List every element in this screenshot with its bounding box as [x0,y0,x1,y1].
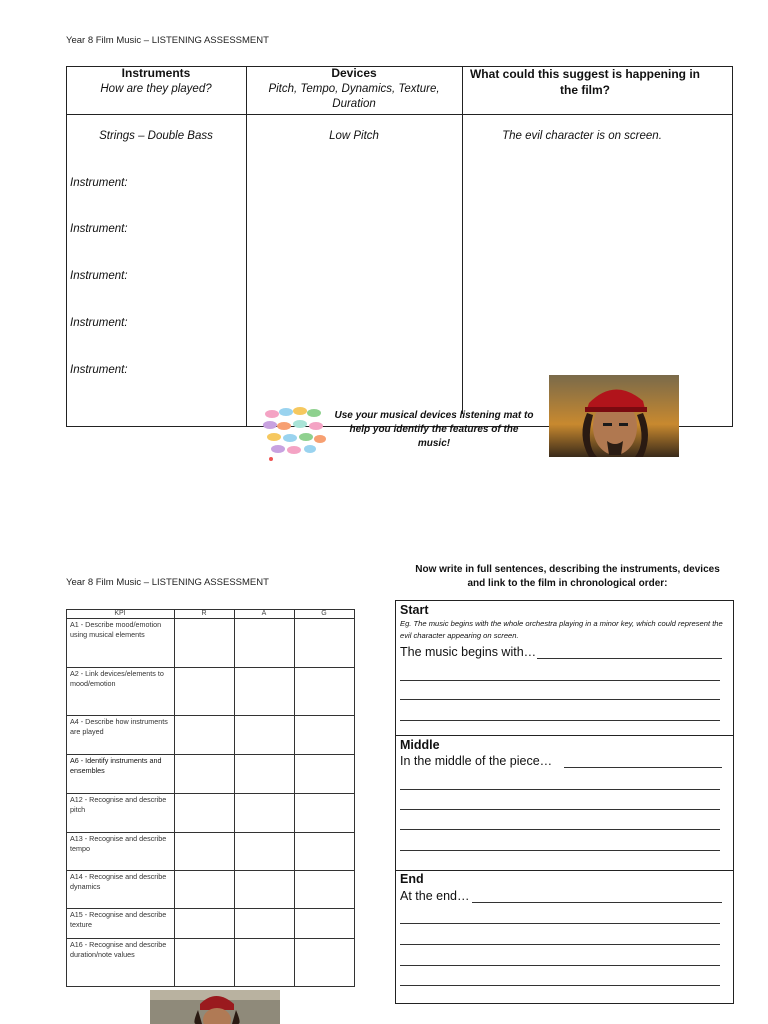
example-device: Low Pitch [329,130,379,142]
writing-box-left [395,600,396,1004]
writing-box-bottom [395,1003,734,1004]
end-answer-line[interactable] [400,923,720,924]
kpi-row-a1: A1 - Describe mood/emotion using musical elements [70,620,162,639]
col1-subtitle: How are they played? [100,83,212,95]
kpi-header-a: A [261,610,267,617]
kpi-row-a16: A16 - Recognise and describe duration/note values [70,940,167,959]
writing-box-right [733,600,734,1004]
middle-title: Middle [400,738,440,752]
kpi-row-divider [66,754,355,755]
kpi-row-a2: A2 - Link devices/elements to mood/emotion [70,669,164,688]
kpi-row-a13: A13 - Recognise and describe tempo [70,834,167,853]
example-meaning: The evil character is on screen. [502,130,662,142]
middle-answer-line[interactable] [564,767,722,768]
start-answer-line[interactable] [537,658,722,659]
section-divider-2 [395,870,734,871]
kpi-header-g: G [321,610,327,617]
kpi-header-kpi: KPI [114,610,126,617]
col2-subtitle: Pitch, Tempo, Dynamics, Texture, Duration [268,83,440,110]
start-answer-line[interactable] [400,720,720,721]
kpi-col-divider-1 [174,609,175,987]
kpi-col-divider-2 [234,609,235,987]
listening-mat-image [262,404,332,462]
example-instrument: Strings – Double Bass [99,130,213,142]
middle-prompt: In the middle of the piece… [400,754,553,768]
table-header-divider [66,114,733,115]
kpi-row-divider [66,715,355,716]
kpi-header-r: R [201,610,207,617]
kpi-row-divider [66,870,355,871]
table-border-left [66,66,67,427]
instrument-label-1: Instrument: [70,177,128,189]
end-answer-line[interactable] [400,965,720,966]
start-prompt: The music begins with… [400,645,537,659]
col1-title: Instruments [121,66,191,80]
col3-title: What could this suggest is happening in the film? [469,67,700,97]
kpi-border-bottom [66,986,355,987]
pirate-photo [549,375,679,457]
kpi-row-divider [66,667,355,668]
kpi-border-left [66,609,67,987]
end-title: End [400,872,424,886]
table-col-divider-1 [246,66,247,427]
col2-title: Devices [331,66,377,80]
page1-header: Year 8 Film Music – LISTENING ASSESSMENT [66,35,269,46]
instrument-label-3: Instrument: [70,270,128,282]
kpi-row-a12: A12 - Recognise and describe pitch [70,795,167,814]
kpi-row-divider [66,793,355,794]
section-divider-1 [395,735,734,736]
kpi-row-divider [66,908,355,909]
writing-box-top [395,600,734,601]
table-border-right [732,66,733,427]
kpi-border-right [354,609,355,987]
kpi-row-a14: A14 - Recognise and describe dynamics [70,872,167,891]
instrument-label-4: Instrument: [70,317,128,329]
writing-instructions: Now write in full sentences, describing the instruments, devices and link to the film in chronological order: [415,564,720,589]
kpi-row-divider [66,938,355,939]
kpi-row-a6: A6 - Identify instruments and ensembles [70,756,162,775]
instrument-label-2: Instrument: [70,223,128,235]
instrument-label-5: Instrument: [70,364,128,376]
middle-answer-line[interactable] [400,829,720,830]
kpi-row-a15: A15 - Recognise and describe texture [70,910,167,929]
middle-answer-line[interactable] [400,809,720,810]
kpi-header-divider [66,618,355,619]
kpi-row-a4: A4 - Describe how instruments are played [70,717,168,736]
listening-mat-tip: Use your musical devices listening mat to help you identify the features of the music! [334,410,534,449]
kpi-row-divider [66,832,355,833]
middle-answer-line[interactable] [400,789,720,790]
start-title: Start [400,603,429,617]
end-answer-line[interactable] [472,902,722,903]
end-answer-line[interactable] [400,985,720,986]
pirate-photo-bottom [150,990,280,1024]
kpi-col-divider-3 [294,609,295,987]
start-answer-line[interactable] [400,699,720,700]
page2-header: Year 8 Film Music – LISTENING ASSESSMENT [66,577,269,588]
middle-answer-line[interactable] [400,850,720,851]
end-answer-line[interactable] [400,944,720,945]
table-col-divider-2 [462,66,463,414]
start-answer-line[interactable] [400,680,720,681]
end-prompt: At the end… [400,889,470,903]
start-example: Eg. The music begins with the whole orchestra playing in a minor key, which could represent the evil character appearing on screen. [400,619,723,640]
